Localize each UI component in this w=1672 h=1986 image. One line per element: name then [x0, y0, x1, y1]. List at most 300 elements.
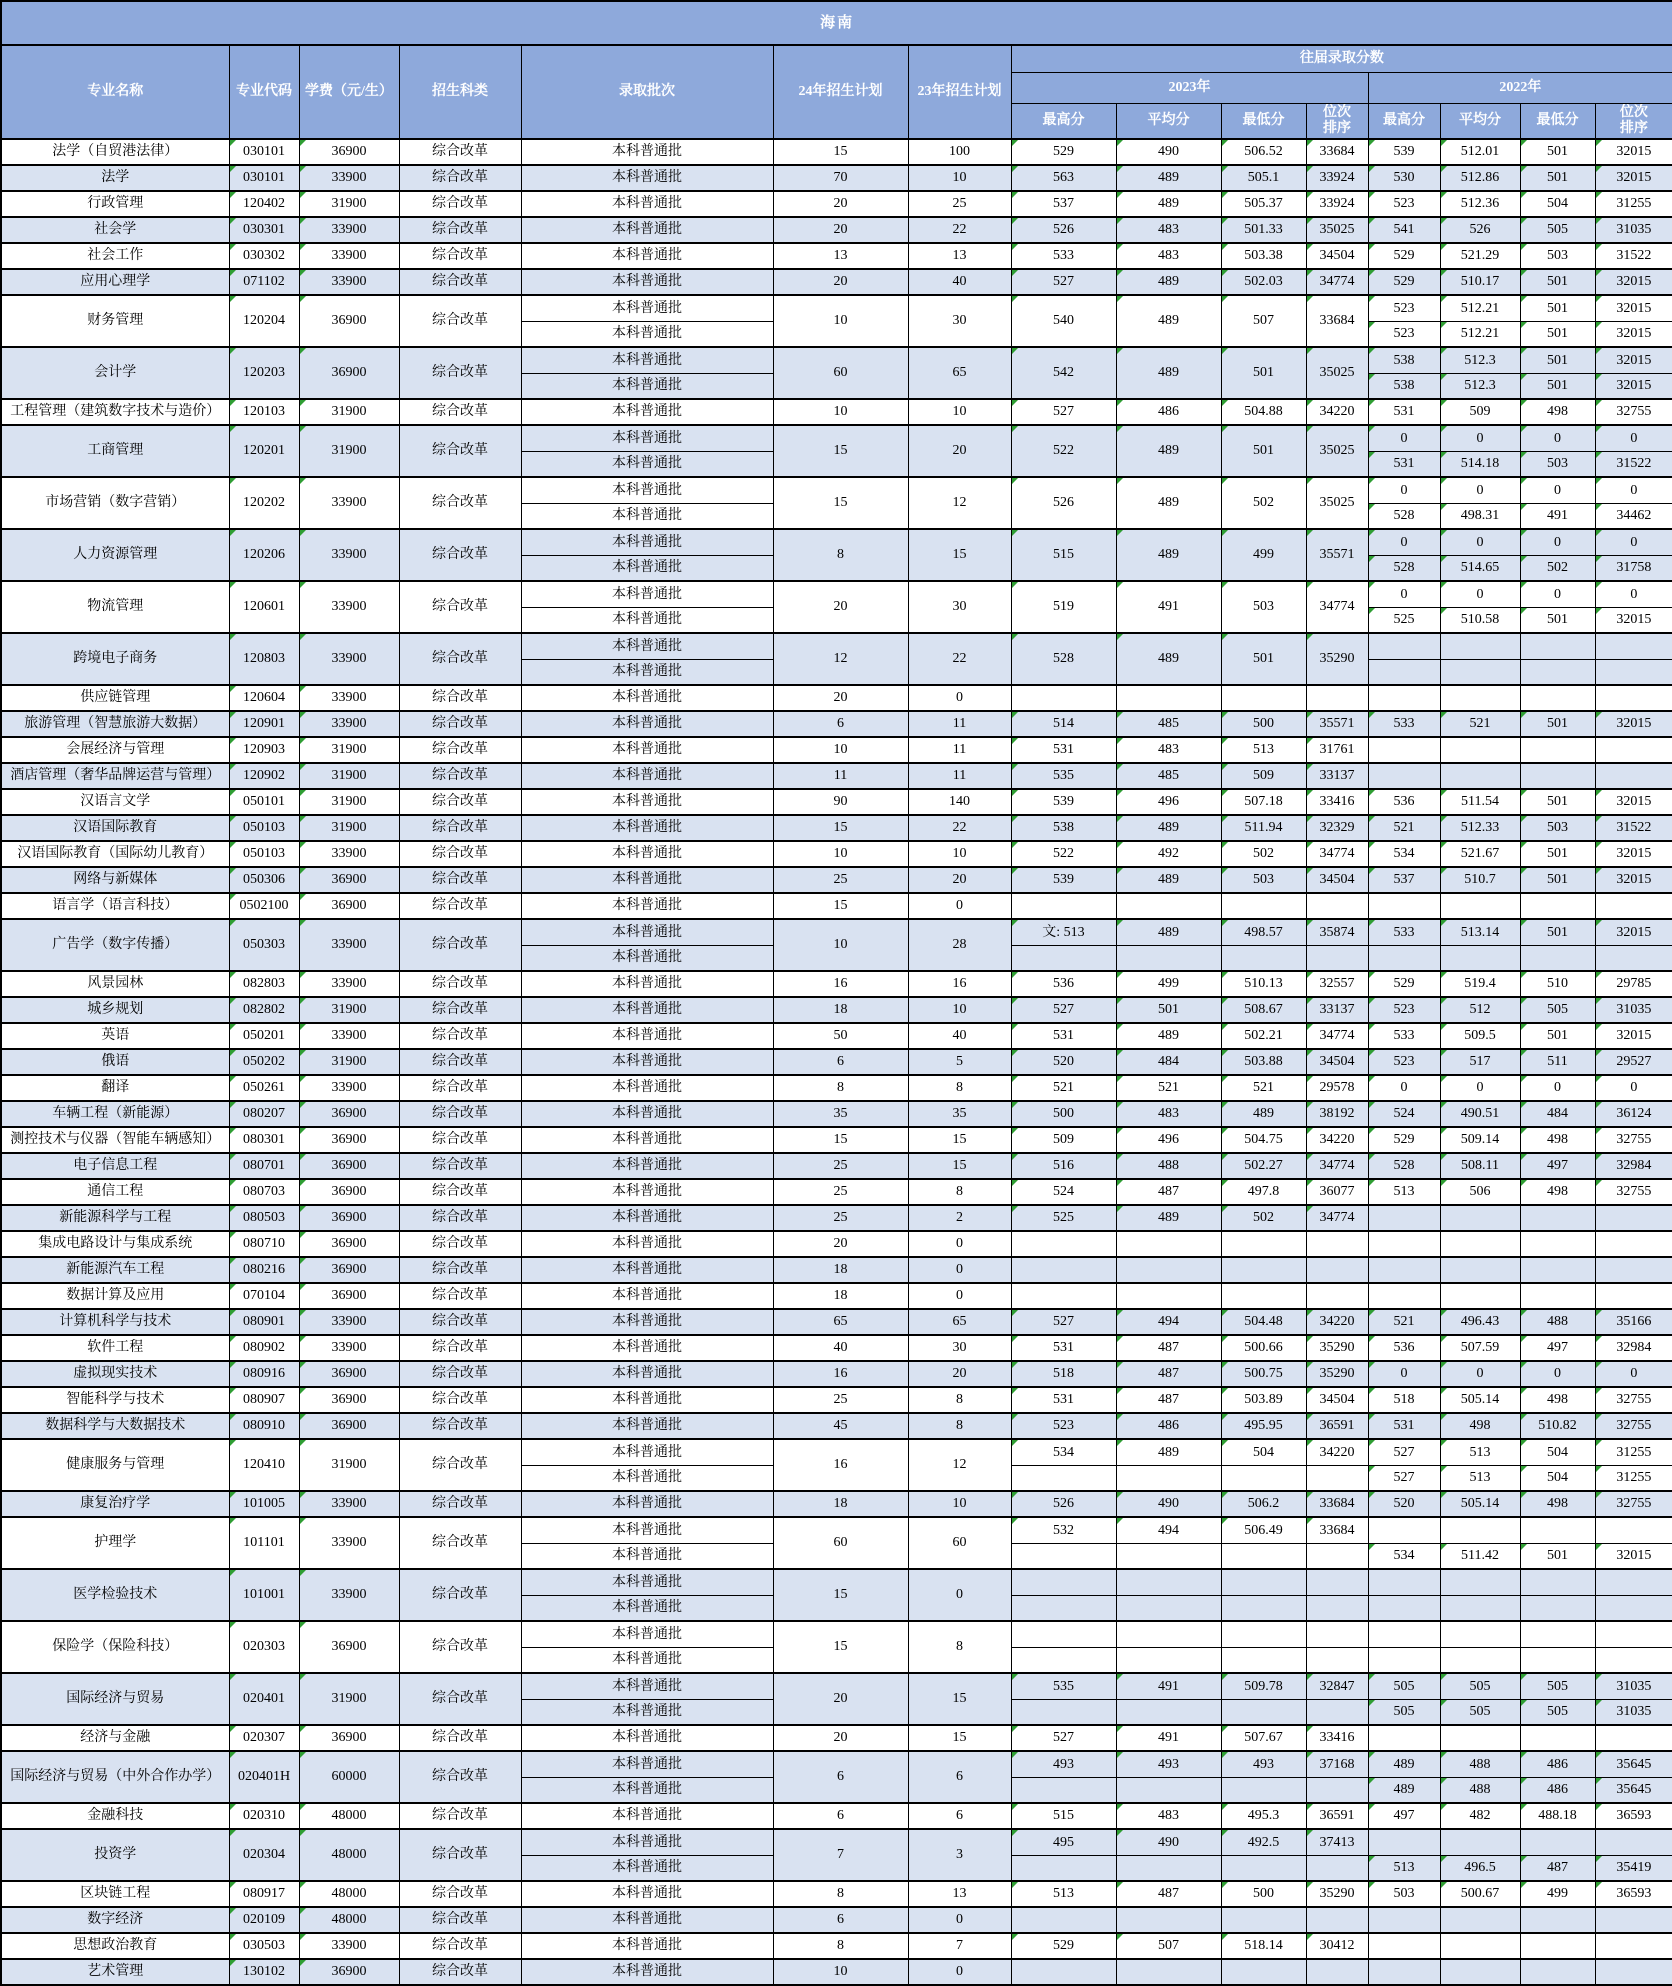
cell-score-2023: 35571 — [1306, 529, 1368, 581]
cell-major-name: 数据计算及应用 — [1, 1283, 229, 1309]
cell-score-2023: 502.27 — [1221, 1153, 1306, 1179]
cell-category: 综合改革 — [399, 1387, 521, 1413]
cell-plan-24: 60 — [773, 347, 908, 399]
cell-score-2023 — [1306, 1543, 1368, 1569]
cell-score-2022: 513 — [1368, 1179, 1440, 1205]
cell-tuition: 36900 — [299, 1621, 399, 1673]
cell-score-2022: 32015 — [1595, 139, 1672, 165]
cell-score-2023: 503.88 — [1221, 1049, 1306, 1075]
cell-score-2023: 494 — [1116, 1517, 1221, 1543]
cell-major-code: 020401 — [229, 1673, 299, 1725]
cell-batch: 本科普通批 — [521, 1881, 773, 1907]
cell-score-2022: 0 — [1595, 1075, 1672, 1101]
cell-batch: 本科普通批 — [521, 997, 773, 1023]
cell-score-2022 — [1440, 1907, 1520, 1933]
cell-tuition: 36900 — [299, 1101, 399, 1127]
cell-score-2023 — [1221, 1647, 1306, 1673]
cell-score-2022: 32755 — [1595, 1387, 1672, 1413]
cell-category: 综合改革 — [399, 1257, 521, 1283]
cell-score-2023: 34504 — [1306, 1049, 1368, 1075]
cell-score-2022: 511.54 — [1440, 789, 1520, 815]
cell-score-2023: 502 — [1221, 1205, 1306, 1231]
cell-major-name: 保险学（保险科技） — [1, 1621, 229, 1673]
cell-major-code: 120901 — [229, 711, 299, 737]
cell-score-2023: 489 — [1116, 919, 1221, 945]
cell-tuition: 33900 — [299, 971, 399, 997]
cell-score-2023: 535 — [1011, 1673, 1116, 1699]
cell-score-2023: 489 — [1116, 477, 1221, 529]
table-row — [1, 841, 1672, 867]
cell-tuition: 31900 — [299, 399, 399, 425]
table-row — [1, 139, 1672, 165]
cell-plan-24: 50 — [773, 1023, 908, 1049]
cell-score-2023: 32847 — [1306, 1673, 1368, 1699]
cell-plan-24: 40 — [773, 1335, 908, 1361]
table-row — [1, 971, 1672, 997]
cell-major-code: 130102 — [229, 1959, 299, 1985]
cell-score-2023: 35290 — [1306, 1335, 1368, 1361]
cell-score-2023: 521 — [1116, 1075, 1221, 1101]
cell-plan-23: 0 — [908, 1231, 1011, 1257]
cell-plan-23: 10 — [908, 841, 1011, 867]
cell-score-2022: 501 — [1520, 919, 1595, 945]
cell-score-2022: 528 — [1368, 503, 1440, 529]
cell-score-2022: 0 — [1595, 581, 1672, 607]
cell-score-2023: 34220 — [1306, 399, 1368, 425]
cell-score-2023: 502.21 — [1221, 1023, 1306, 1049]
cell-plan-24: 45 — [773, 1413, 908, 1439]
cell-plan-23: 8 — [908, 1387, 1011, 1413]
cell-score-2023: 491 — [1116, 581, 1221, 633]
cell-category: 综合改革 — [399, 1231, 521, 1257]
table-row — [1, 1959, 1672, 1985]
cell-batch: 本科普通批 — [521, 1907, 773, 1933]
cell-plan-23: 100 — [908, 139, 1011, 165]
cell-score-2023: 489 — [1116, 633, 1221, 685]
cell-plan-24: 25 — [773, 1205, 908, 1231]
cell-score-2022: 528 — [1368, 555, 1440, 581]
cell-score-2023: 529 — [1011, 1933, 1116, 1959]
cell-score-2022: 36593 — [1595, 1803, 1672, 1829]
cell-category: 综合改革 — [399, 243, 521, 269]
cell-score-2023: 513 — [1221, 737, 1306, 763]
cell-score-2023 — [1116, 685, 1221, 711]
cell-score-2022: 513 — [1440, 1465, 1520, 1491]
cell-major-name: 工商管理 — [1, 425, 229, 477]
cell-score-2022: 498 — [1440, 1413, 1520, 1439]
cell-major-code: 020304 — [229, 1829, 299, 1881]
cell-plan-24: 15 — [773, 139, 908, 165]
cell-score-2022 — [1440, 893, 1520, 919]
cell-score-2023: 515 — [1011, 529, 1116, 581]
cell-plan-24: 20 — [773, 1231, 908, 1257]
cell-plan-24: 18 — [773, 997, 908, 1023]
cell-score-2023: 489 — [1116, 269, 1221, 295]
cell-score-2022 — [1595, 737, 1672, 763]
cell-category: 综合改革 — [399, 1673, 521, 1725]
cell-score-2023: 489 — [1116, 191, 1221, 217]
cell-plan-23: 30 — [908, 295, 1011, 347]
cell-tuition: 36900 — [299, 347, 399, 399]
cell-score-2022: 510.82 — [1520, 1413, 1595, 1439]
table-row — [1, 1673, 1672, 1699]
cell-score-2022: 510 — [1520, 971, 1595, 997]
cell-tuition: 31900 — [299, 789, 399, 815]
cell-score-2023: 496 — [1116, 1127, 1221, 1153]
cell-score-2022 — [1368, 1257, 1440, 1283]
cell-tuition: 33900 — [299, 633, 399, 685]
cell-plan-24: 10 — [773, 295, 908, 347]
cell-category: 综合改革 — [399, 477, 521, 529]
cell-score-2023: 504 — [1221, 1439, 1306, 1465]
cell-score-2023: 507.18 — [1221, 789, 1306, 815]
cell-score-2023: 33684 — [1306, 1491, 1368, 1517]
cell-score-2022 — [1520, 1725, 1595, 1751]
cell-score-2023 — [1116, 1283, 1221, 1309]
cell-score-2023: 35025 — [1306, 477, 1368, 529]
table-row — [1, 997, 1672, 1023]
cell-plan-23: 12 — [908, 477, 1011, 529]
cell-score-2022: 32015 — [1595, 373, 1672, 399]
cell-batch: 本科普通批 — [521, 971, 773, 997]
cell-tuition: 31900 — [299, 1439, 399, 1491]
cell-plan-23: 11 — [908, 737, 1011, 763]
cell-score-2023: 485 — [1116, 763, 1221, 789]
cell-major-name: 艺术管理 — [1, 1959, 229, 1985]
cell-batch: 本科普通批 — [521, 295, 773, 321]
cell-major-code: 120201 — [229, 425, 299, 477]
cell-tuition: 36900 — [299, 1127, 399, 1153]
cell-score-2022: 501 — [1520, 841, 1595, 867]
cell-score-2022: 0 — [1368, 529, 1440, 555]
cell-major-name: 虚拟现实技术 — [1, 1361, 229, 1387]
cell-major-name: 物流管理 — [1, 581, 229, 633]
cell-plan-23: 8 — [908, 1179, 1011, 1205]
cell-score-2023: 487 — [1116, 1881, 1221, 1907]
cell-score-2023 — [1221, 1595, 1306, 1621]
cell-plan-24: 20 — [773, 269, 908, 295]
cell-score-2023: 540 — [1011, 295, 1116, 347]
cell-batch: 本科普通批 — [521, 1257, 773, 1283]
cell-score-2023: 497.8 — [1221, 1179, 1306, 1205]
cell-major-code: 030101 — [229, 165, 299, 191]
col-header-2022-rank — [1595, 104, 1672, 140]
cell-batch: 本科普通批 — [521, 1933, 773, 1959]
cell-plan-24: 20 — [773, 685, 908, 711]
cell-score-2022: 488.18 — [1520, 1803, 1595, 1829]
cell-score-2023: 483 — [1116, 217, 1221, 243]
cell-score-2022 — [1368, 1621, 1440, 1647]
cell-score-2023 — [1221, 1621, 1306, 1647]
cell-score-2022 — [1440, 1621, 1520, 1647]
cell-score-2023: 521 — [1221, 1075, 1306, 1101]
cell-score-2023 — [1011, 1907, 1116, 1933]
col-header-category: 招生科类 — [399, 45, 521, 139]
cell-score-2023: 487 — [1116, 1179, 1221, 1205]
table-row — [1, 347, 1672, 373]
cell-major-code: 101001 — [229, 1569, 299, 1621]
cell-score-2022 — [1595, 1283, 1672, 1309]
cell-score-2022 — [1595, 1829, 1672, 1855]
cell-plan-23: 40 — [908, 269, 1011, 295]
cell-plan-24: 15 — [773, 1127, 908, 1153]
cell-score-2022: 512.21 — [1440, 321, 1520, 347]
cell-score-2023: 31761 — [1306, 737, 1368, 763]
cell-score-2022: 496.5 — [1440, 1855, 1520, 1881]
cell-batch: 本科普通批 — [521, 555, 773, 581]
cell-category: 综合改革 — [399, 893, 521, 919]
cell-plan-24: 6 — [773, 1803, 908, 1829]
cell-category: 综合改革 — [399, 1829, 521, 1881]
cell-plan-24: 16 — [773, 1361, 908, 1387]
cell-score-2022: 32015 — [1595, 295, 1672, 321]
table-row — [1, 477, 1672, 503]
cell-major-name: 电子信息工程 — [1, 1153, 229, 1179]
cell-batch: 本科普通批 — [521, 243, 773, 269]
cell-major-name: 市场营销（数字营销） — [1, 477, 229, 529]
cell-tuition: 33900 — [299, 685, 399, 711]
cell-score-2023: 32557 — [1306, 971, 1368, 997]
cell-category: 综合改革 — [399, 1933, 521, 1959]
cell-plan-23: 11 — [908, 763, 1011, 789]
cell-score-2022: 499 — [1520, 1881, 1595, 1907]
cell-score-2022 — [1520, 1569, 1595, 1595]
cell-score-2022: 31255 — [1595, 1439, 1672, 1465]
cell-plan-24: 8 — [773, 529, 908, 581]
cell-major-name: 经济与金融 — [1, 1725, 229, 1751]
cell-major-code: 070104 — [229, 1283, 299, 1309]
cell-score-2023: 488 — [1116, 1153, 1221, 1179]
cell-batch: 本科普通批 — [521, 1153, 773, 1179]
table-row — [1, 919, 1672, 945]
table-row — [1, 711, 1672, 737]
cell-score-2022: 528 — [1368, 1153, 1440, 1179]
cell-tuition: 33900 — [299, 919, 399, 971]
cell-score-2022 — [1440, 1283, 1520, 1309]
cell-score-2022: 513 — [1368, 1855, 1440, 1881]
col-header-2023-average: 平均分 — [1116, 104, 1221, 140]
table-row — [1, 789, 1672, 815]
cell-score-2023: 491 — [1116, 1725, 1221, 1751]
cell-score-2023: 34774 — [1306, 581, 1368, 633]
table-row — [1, 191, 1672, 217]
table-row — [1, 1621, 1672, 1647]
cell-score-2023 — [1306, 893, 1368, 919]
cell-tuition: 33900 — [299, 217, 399, 243]
cell-batch: 本科普通批 — [521, 1699, 773, 1725]
cell-batch: 本科普通批 — [521, 607, 773, 633]
cell-tuition: 36900 — [299, 1153, 399, 1179]
cell-score-2022: 0 — [1520, 1075, 1595, 1101]
cell-score-2023 — [1011, 1699, 1116, 1725]
cell-score-2023: 489 — [1116, 347, 1221, 399]
cell-score-2023: 495.95 — [1221, 1413, 1306, 1439]
cell-score-2022: 527 — [1368, 1465, 1440, 1491]
cell-tuition: 31900 — [299, 763, 399, 789]
cell-tuition: 60000 — [299, 1751, 399, 1803]
cell-score-2022: 534 — [1368, 1543, 1440, 1569]
cell-major-code: 0502100 — [229, 893, 299, 919]
cell-score-2022 — [1520, 633, 1595, 659]
cell-major-name: 社会工作 — [1, 243, 229, 269]
cell-score-2023: 500 — [1221, 711, 1306, 737]
cell-score-2022: 538 — [1368, 373, 1440, 399]
cell-score-2022 — [1368, 1907, 1440, 1933]
cell-plan-23: 25 — [908, 191, 1011, 217]
cell-score-2022: 31255 — [1595, 191, 1672, 217]
cell-score-2022: 488 — [1520, 1309, 1595, 1335]
cell-plan-23: 8 — [908, 1413, 1011, 1439]
cell-category: 综合改革 — [399, 1517, 521, 1569]
cell-score-2022: 501 — [1520, 373, 1595, 399]
col-header-tuition: 学费（元/生） — [299, 45, 399, 139]
cell-major-name: 汉语国际教育 — [1, 815, 229, 841]
cell-score-2023 — [1011, 1647, 1116, 1673]
cell-tuition: 36900 — [299, 1959, 399, 1985]
cell-batch: 本科普通批 — [521, 659, 773, 685]
cell-score-2022 — [1595, 1517, 1672, 1543]
cell-score-2023: 516 — [1011, 1153, 1116, 1179]
cell-tuition: 48000 — [299, 1907, 399, 1933]
cell-batch: 本科普通批 — [521, 529, 773, 555]
cell-major-code: 120204 — [229, 295, 299, 347]
cell-score-2023: 525 — [1011, 1205, 1116, 1231]
cell-score-2023: 500.75 — [1221, 1361, 1306, 1387]
cell-score-2022 — [1368, 1569, 1440, 1595]
cell-score-2022: 504 — [1520, 191, 1595, 217]
rank-line-1: 位次 — [1323, 104, 1351, 120]
cell-batch: 本科普通批 — [521, 1231, 773, 1257]
cell-score-2022 — [1595, 633, 1672, 659]
cell-score-2023: 534 — [1011, 1439, 1116, 1465]
cell-score-2023: 490 — [1116, 1491, 1221, 1517]
table-row — [1, 165, 1672, 191]
cell-plan-23: 16 — [908, 971, 1011, 997]
cell-category: 综合改革 — [399, 919, 521, 971]
cell-score-2022: 511.42 — [1440, 1543, 1520, 1569]
cell-score-2022: 521 — [1440, 711, 1520, 737]
cell-score-2023 — [1221, 1907, 1306, 1933]
table-row — [1, 1023, 1672, 1049]
cell-batch: 本科普通批 — [521, 477, 773, 503]
rank-line-1: 位次 — [1619, 104, 1648, 120]
cell-category: 综合改革 — [399, 867, 521, 893]
cell-plan-23: 10 — [908, 165, 1011, 191]
cell-score-2022 — [1440, 1647, 1520, 1673]
cell-score-2023: 563 — [1011, 165, 1116, 191]
cell-score-2023: 483 — [1116, 1101, 1221, 1127]
cell-score-2022 — [1368, 945, 1440, 971]
cell-major-name: 新能源汽车工程 — [1, 1257, 229, 1283]
cell-major-code: 050261 — [229, 1075, 299, 1101]
cell-major-code: 080207 — [229, 1101, 299, 1127]
cell-score-2023: 501 — [1116, 997, 1221, 1023]
cell-score-2023: 504.75 — [1221, 1127, 1306, 1153]
cell-tuition: 36900 — [299, 1205, 399, 1231]
cell-major-name: 数字经济 — [1, 1907, 229, 1933]
table-row — [1, 1101, 1672, 1127]
cell-score-2023 — [1306, 1777, 1368, 1803]
cell-plan-24: 16 — [773, 971, 908, 997]
cell-plan-24: 70 — [773, 165, 908, 191]
cell-plan-24: 13 — [773, 243, 908, 269]
cell-plan-24: 8 — [773, 1881, 908, 1907]
cell-category: 综合改革 — [399, 1283, 521, 1309]
cell-score-2023 — [1116, 1257, 1221, 1283]
cell-major-name: 汉语言文学 — [1, 789, 229, 815]
cell-score-2023: 33684 — [1306, 139, 1368, 165]
cell-score-2023: 489 — [1116, 1205, 1221, 1231]
cell-batch: 本科普通批 — [521, 1309, 773, 1335]
cell-batch: 本科普通批 — [521, 1439, 773, 1465]
cell-score-2023: 494 — [1116, 1309, 1221, 1335]
cell-score-2023: 505.1 — [1221, 165, 1306, 191]
cell-score-2023: 514 — [1011, 711, 1116, 737]
cell-score-2023: 509 — [1011, 1127, 1116, 1153]
cell-score-2023: 532 — [1011, 1517, 1116, 1543]
cell-score-2023 — [1306, 1621, 1368, 1647]
cell-score-2022: 498 — [1520, 1491, 1595, 1517]
cell-plan-23: 35 — [908, 1101, 1011, 1127]
cell-score-2023: 33416 — [1306, 1725, 1368, 1751]
cell-category: 综合改革 — [399, 1309, 521, 1335]
cell-score-2022: 530 — [1368, 165, 1440, 191]
cell-score-2022: 32984 — [1595, 1335, 1672, 1361]
cell-plan-24: 20 — [773, 581, 908, 633]
cell-plan-24: 15 — [773, 815, 908, 841]
cell-score-2022 — [1520, 1231, 1595, 1257]
cell-score-2023: 489 — [1116, 295, 1221, 347]
cell-score-2022: 503 — [1368, 1881, 1440, 1907]
cell-score-2023 — [1306, 1595, 1368, 1621]
cell-batch: 本科普通批 — [521, 633, 773, 659]
cell-category: 综合改革 — [399, 399, 521, 425]
table-row — [1, 1075, 1672, 1101]
cell-major-code: 080301 — [229, 1127, 299, 1153]
col-header-year-2022: 2022年 — [1368, 73, 1672, 104]
cell-plan-24: 25 — [773, 1179, 908, 1205]
cell-score-2022: 32755 — [1595, 399, 1672, 425]
cell-batch: 本科普通批 — [521, 425, 773, 451]
cell-score-2023 — [1221, 1257, 1306, 1283]
cell-score-2022 — [1595, 1621, 1672, 1647]
cell-score-2022 — [1520, 685, 1595, 711]
cell-score-2022 — [1595, 1205, 1672, 1231]
cell-score-2023: 523 — [1011, 1413, 1116, 1439]
cell-plan-23: 0 — [908, 1959, 1011, 1985]
table-row — [1, 217, 1672, 243]
cell-major-name: 会计学 — [1, 347, 229, 399]
cell-score-2023 — [1221, 1699, 1306, 1725]
cell-plan-23: 2 — [908, 1205, 1011, 1231]
cell-score-2023 — [1221, 1855, 1306, 1881]
cell-major-code: 101101 — [229, 1517, 299, 1569]
cell-score-2022: 521.29 — [1440, 243, 1520, 269]
cell-plan-23: 0 — [908, 1569, 1011, 1621]
cell-score-2022: 501 — [1520, 347, 1595, 373]
cell-score-2022: 0 — [1368, 425, 1440, 451]
cell-score-2022: 505.14 — [1440, 1387, 1520, 1413]
cell-score-2022: 31255 — [1595, 1465, 1672, 1491]
table-row — [1, 1179, 1672, 1205]
cell-score-2022: 32755 — [1595, 1179, 1672, 1205]
cell-score-2022 — [1440, 1205, 1520, 1231]
cell-score-2023: 33137 — [1306, 763, 1368, 789]
cell-score-2022 — [1368, 1283, 1440, 1309]
rank-line-2: 排序 — [1323, 121, 1351, 136]
cell-plan-24: 10 — [773, 1959, 908, 1985]
cell-batch: 本科普通批 — [521, 1855, 773, 1881]
